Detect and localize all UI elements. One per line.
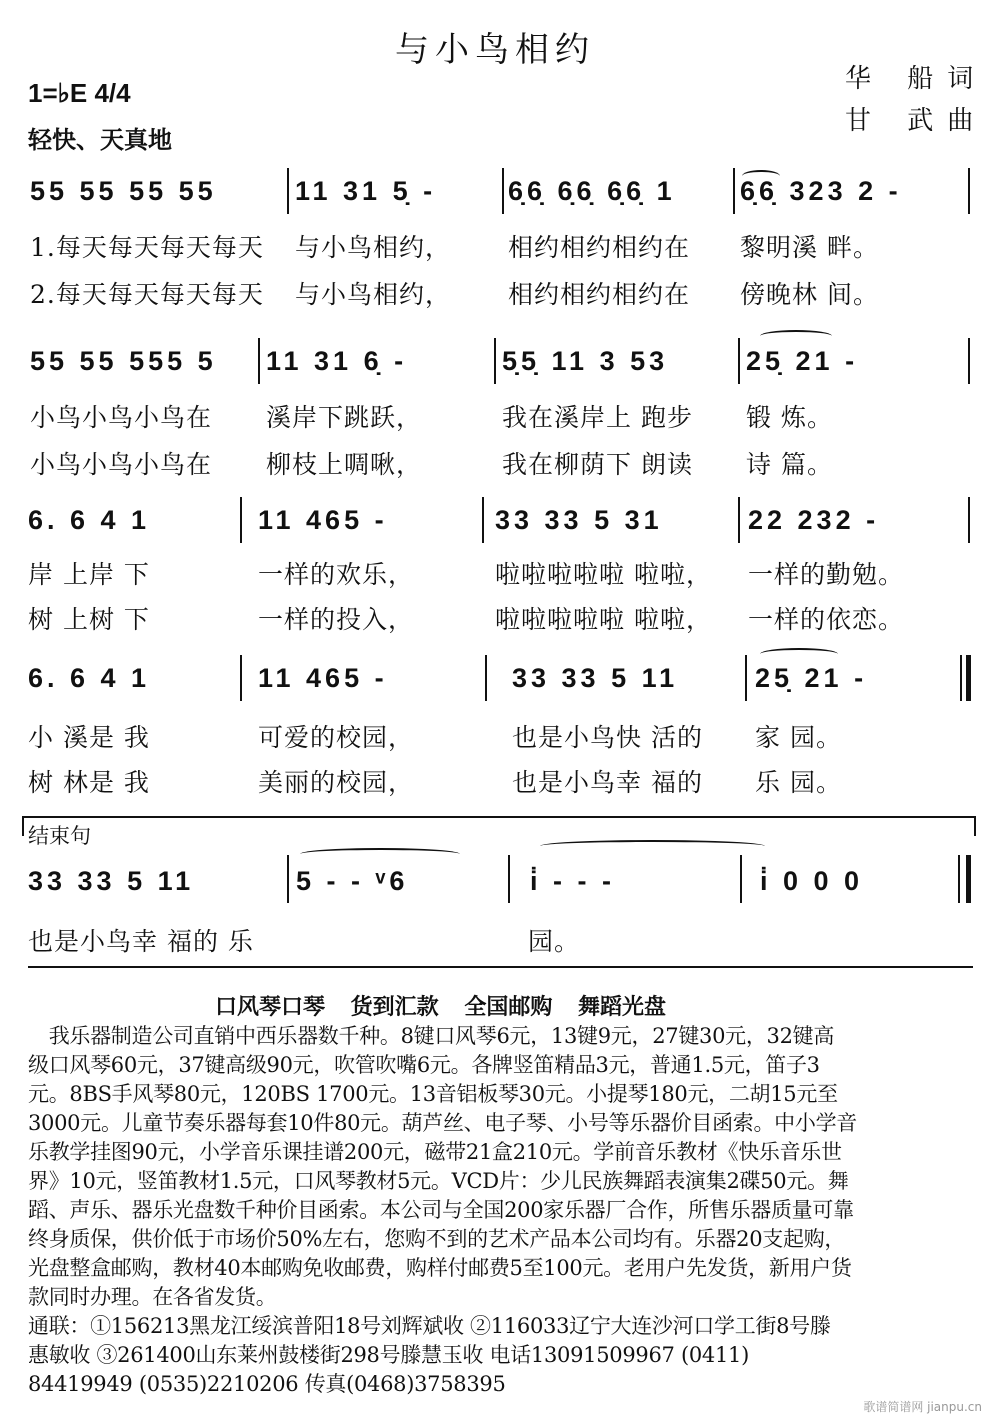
- measure-notes: 22 232 -: [748, 505, 880, 535]
- ad-line: 元。8BS手风琴80元，120BS 1700元。13音铝板琴30元。小提琴180元，二胡15元至: [28, 1082, 838, 1106]
- slur: [300, 848, 460, 860]
- lyric-segment: 一样的投入，: [258, 605, 415, 634]
- lyric-segment: 美丽的校园，: [258, 768, 415, 797]
- lyric-segment: 我在柳荫下 朗读: [502, 450, 693, 479]
- measure-notes: 55 55 55 55: [30, 176, 217, 206]
- lyric-segment: 树 林是 我: [28, 768, 150, 797]
- lyric-segment: 树 上树 下: [28, 605, 150, 634]
- measure-notes: 6̣6̣ 323 2 -: [740, 176, 902, 206]
- measure-notes: i̇ - - -: [530, 866, 615, 896]
- lyric-segment: 小鸟小鸟小鸟在: [30, 450, 213, 479]
- key-signature: 1=♭E 4/4: [28, 78, 131, 108]
- ad-line: 蹈、声乐、器乐光盘数千种价目函索。本公司与全国200家乐器厂合作，所售乐器质量可靠: [28, 1198, 854, 1222]
- ad-line: 我乐器制造公司直销中西乐器数千种。8键口风琴6元，13键9元，27键30元，32键高: [28, 1024, 835, 1048]
- barline: [738, 497, 740, 543]
- lyric-segment: 啦啦啦啦啦 啦啦，: [495, 605, 712, 634]
- barline: [485, 655, 487, 701]
- watermark: 歌谱简谱网 jianpu.cn: [863, 1400, 982, 1414]
- repeat-end-barline: [966, 655, 971, 701]
- lyric-segment: 家 园。: [755, 723, 842, 752]
- barline: [287, 855, 289, 903]
- lyric-segment: 与小鸟相约，: [295, 233, 452, 262]
- measure-notes: 25̣ 21 -: [755, 663, 868, 693]
- barline: [733, 168, 735, 214]
- lyric-segment: 园。: [528, 927, 581, 956]
- barline: [258, 338, 260, 384]
- ad-line: 终身质保，供价低于市场价50%左右，您购不到的艺术产品本公司均有。乐器20支起购，: [28, 1227, 846, 1251]
- ad-line: 光盘整盒邮购，教材40本邮购免收邮费，购样付邮费5至100元。老用户先发货，新用户货: [28, 1256, 852, 1280]
- lyric-segment: 一样的依恋。: [748, 605, 905, 634]
- measure-notes: 6. 6 4 1: [28, 505, 151, 535]
- lyric-segment: 乐 园。: [755, 768, 842, 797]
- barline: [287, 168, 289, 214]
- barline: [960, 655, 962, 701]
- lyric-segment: 溪岸下跳跃，: [266, 403, 423, 432]
- measure-notes: 11 465 -: [258, 505, 388, 535]
- lyric-segment: 也是小鸟幸 福的: [512, 768, 703, 797]
- measure-notes: 33 33 5 31: [495, 505, 663, 535]
- barline: [738, 338, 740, 384]
- measure-notes: 5 - - ᵛ6: [296, 866, 409, 896]
- lyric-segment: 岸 上岸 下: [28, 560, 150, 589]
- barline: [240, 655, 242, 701]
- slur: [540, 840, 765, 852]
- measure-notes: i̇ 0 0 0: [760, 866, 864, 896]
- barline: [968, 338, 970, 384]
- ad-line: 3000元。儿童节奏乐器每套10件80元。葫芦丝、电子琴、小号等乐器价目函索。中小学音: [28, 1111, 857, 1135]
- lyric-segment: 1.每天每天每天每天: [30, 233, 264, 262]
- song-title: 与小鸟相约: [395, 30, 595, 70]
- lyric-segment: 一样的勤勉。: [748, 560, 905, 589]
- measure-notes: 33 33 5 11: [512, 663, 679, 693]
- measure-notes: 25̣ 21 -: [746, 346, 859, 376]
- barline: [482, 497, 484, 543]
- ad-line: 级口风琴60元，37键高级90元，吹管吹嘴6元。各牌竖笛精品3元，普通1.5元，笛子3: [28, 1053, 820, 1077]
- lyric-segment: 小鸟小鸟小鸟在: [30, 403, 213, 432]
- ad-line: 84419949 (0535)2210206 传真(0468)3758395: [28, 1372, 506, 1396]
- ad-line: 款同时办理。在各省发货。: [28, 1285, 277, 1309]
- barline: [958, 855, 960, 903]
- ad-line: 乐教学挂图90元，小学音乐课挂谱200元，磁带21盒210元。学前音乐教材《快乐音乐世: [28, 1140, 842, 1164]
- measure-notes: 33 33 5 11: [28, 866, 195, 896]
- measure-notes: 6. 6 4 1: [28, 663, 151, 693]
- measure-notes: 5̣5̣ 11 3 53: [502, 346, 669, 376]
- lyric-segment: 一样的欢乐，: [258, 560, 415, 589]
- tempo-marking: 轻快、天真地: [28, 126, 172, 154]
- barline: [968, 497, 970, 543]
- measure-notes: 6̣6̣ 6̣6̣ 6̣6̣ 1: [508, 176, 676, 206]
- measure-notes: 55 55 555 5: [30, 346, 217, 376]
- lyric-segment: 诗 篇。: [746, 450, 833, 479]
- lyric-segment: 可爱的校园，: [258, 723, 415, 752]
- final-barline: [966, 855, 971, 903]
- barline: [745, 655, 747, 701]
- slur: [760, 648, 838, 660]
- lyricist-credit: 华 船词: [845, 64, 988, 94]
- coda-label: 结束句: [28, 824, 91, 848]
- barline: [502, 168, 504, 214]
- measure-notes: 11 465 -: [258, 663, 388, 693]
- ad-line: 惠敏收 ③261400山东莱州鼓楼街298号滕慧玉收 电话13091509967 (0411): [28, 1343, 749, 1367]
- lyric-segment: 傍晚林 间。: [740, 280, 879, 309]
- coda-bracket: [22, 816, 976, 836]
- lyric-segment: 也是小鸟快 活的: [512, 723, 703, 752]
- divider-line: [28, 966, 973, 968]
- lyric-segment: 我在溪岸上 跑步: [502, 403, 693, 432]
- barline: [240, 497, 242, 543]
- lyric-segment: 黎明溪 畔。: [740, 233, 879, 262]
- measure-notes: 11 31 5̣ -: [295, 176, 437, 206]
- lyric-segment: 小 溪是 我: [28, 723, 150, 752]
- slur: [742, 170, 780, 182]
- slur: [760, 330, 832, 342]
- lyric-segment: 2.每天每天每天每天: [30, 280, 264, 309]
- lyric-segment: 相约相约相约在: [508, 233, 691, 262]
- barline: [968, 168, 970, 214]
- measure-notes: 11 31 6̣ -: [266, 346, 408, 376]
- barline: [494, 338, 496, 384]
- lyric-segment: 柳枝上啁啾，: [266, 450, 423, 479]
- lyric-segment: 锻 炼。: [746, 403, 833, 432]
- lyric-segment: 也是小鸟幸 福的 乐: [28, 927, 254, 956]
- barline: [740, 855, 742, 903]
- composer-credit: 甘 武曲: [845, 106, 988, 136]
- ad-line: 通联：①156213黑龙江绥滨普阳18号刘辉斌收 ②116033辽宁大连沙河口学工街8号滕: [28, 1314, 831, 1338]
- lyric-segment: 啦啦啦啦啦 啦啦，: [495, 560, 712, 589]
- barline: [508, 855, 510, 903]
- lyric-segment: 相约相约相约在: [508, 280, 691, 309]
- lyric-segment: 与小鸟相约，: [295, 280, 452, 309]
- ad-title: 口风琴口琴 货到汇款 全国邮购 舞蹈光盘: [215, 995, 666, 1020]
- ad-line: 界》10元，竖笛教材1.5元，口风琴教材5元。VCD片：少儿民族舞蹈表演集2碟50元。舞: [28, 1169, 849, 1193]
